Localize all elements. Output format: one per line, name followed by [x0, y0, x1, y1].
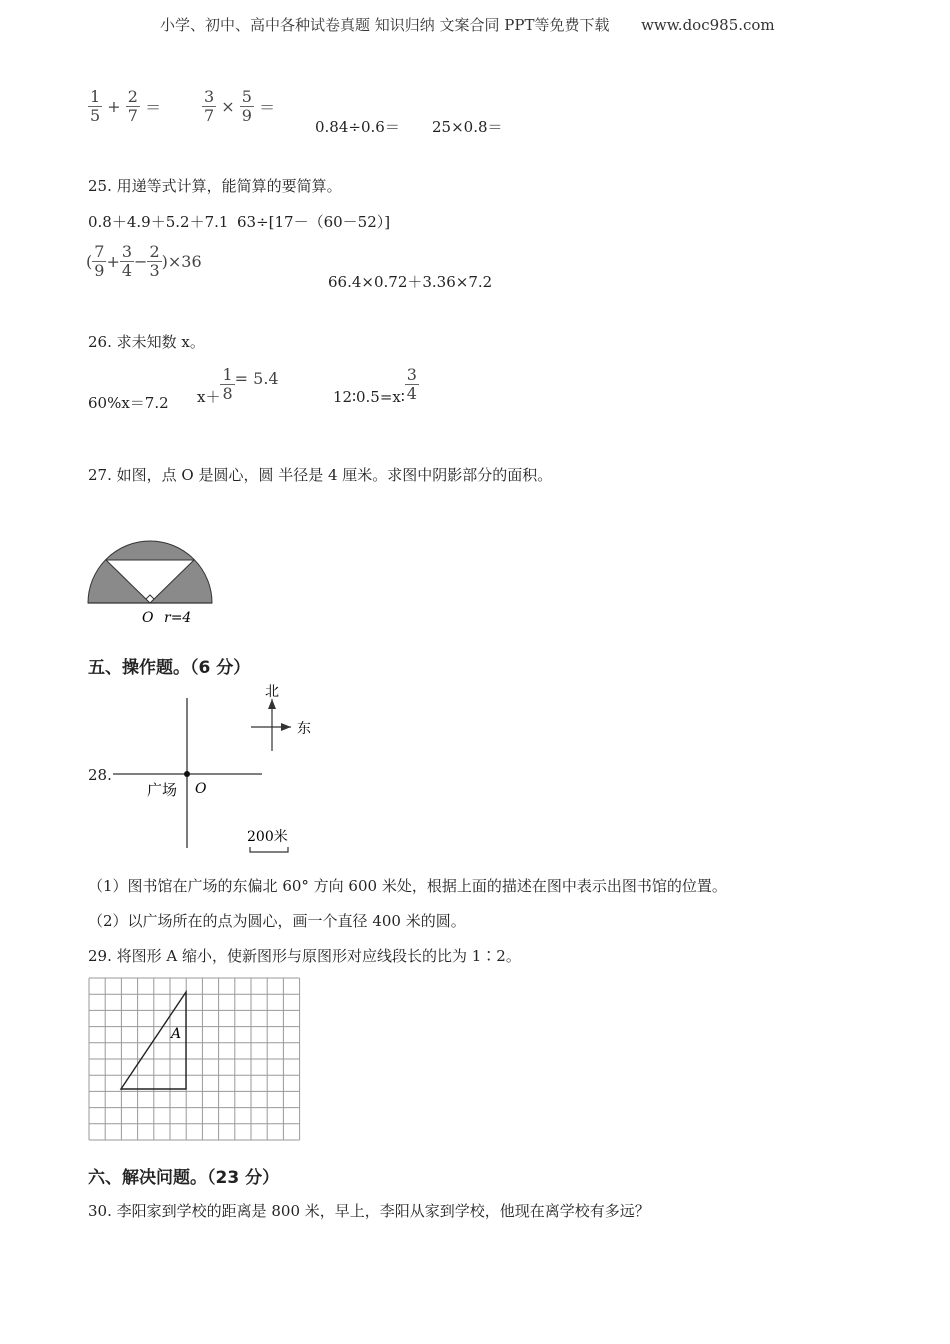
q30-title: 30. 李阳家到学校的距离是 800 米，早上，李阳从家到学校，他现在离学校有多远？ [88, 1202, 650, 1220]
q24-expr-1: $\frac{1}{5}$ + $\frac{2}{7}$ ＝ [90, 87, 162, 125]
fraction: $\frac{3}{7}$ [204, 87, 215, 125]
map-figure [105, 683, 335, 858]
fraction: $\frac{2}{3}$ [149, 242, 160, 280]
q29-title: 29. 将图形 A 缩小，使新图形与原图形对应线段长的比为 1∶2。 [88, 947, 521, 965]
radius-label: r=4 [164, 610, 192, 626]
east-arrow-icon [281, 723, 291, 731]
q26-eq-1: 60%x＝7.2 [88, 394, 169, 412]
scale-bar [250, 847, 288, 852]
north-arrow-icon [268, 699, 276, 709]
section-6-title: 六、解决问题。（23 分） [88, 1168, 280, 1188]
fraction: $\frac{2}{7}$ [127, 87, 138, 125]
scale-label: 200米 [247, 829, 288, 845]
fraction: $\frac{3}{4}$ [406, 365, 417, 403]
q25-expr-2: 63÷[17－（60－52）] [237, 213, 391, 231]
q25-expr-3: ( $\frac{7}{9}$ + $\frac{3}{4}$ − $\frac{2}{3}$ )×36 [86, 242, 202, 280]
origin-point [184, 771, 190, 777]
q25-title: 25. 用递等式计算，能简算的要简算。 [88, 177, 342, 195]
q28-number: 28. [88, 766, 112, 784]
fraction: $\frac{7}{9}$ [94, 242, 105, 280]
page-header [160, 14, 775, 35]
fraction: $\frac{1}{5}$ [90, 87, 101, 125]
semicircle-figure [80, 535, 230, 630]
q24-expr-4: 25×0.8＝ [432, 118, 503, 136]
q24-expr-2: $\frac{3}{7}$ × $\frac{5}{9}$ ＝ [204, 87, 276, 125]
center-label: O [142, 610, 154, 626]
q25-expr-1: 0.8＋4.9＋5.2＋7.1 [88, 213, 229, 231]
fraction: $\frac{3}{4}$ [121, 242, 133, 280]
header-url[interactable]: www.doc985.com [641, 16, 775, 34]
north-label: 北 [265, 684, 279, 700]
q24-expr-3: 0.84÷0.6＝ [315, 118, 400, 136]
shape-a-label: A [171, 1026, 182, 1042]
q25-expr-4: 66.4×0.72＋3.36×7.2 [328, 273, 493, 291]
section-5-title: 五、操作题。（6 分） [88, 658, 251, 678]
place-label: 广场 [147, 781, 178, 799]
q28-sub-1: （1）图书馆在广场的东偏北 60° 方向 600 米处，根据上面的描述在图中表示出图书馆的位置。 [88, 877, 727, 895]
q26-eq-2: x＋ $\frac{1}{8}$ = 5.4 [197, 365, 279, 406]
fraction: $\frac{5}{9}$ [241, 87, 252, 125]
q26-title: 26. 求未知数 x。 [88, 333, 205, 351]
fraction: $\frac{1}{8}$ [222, 365, 233, 403]
grid-figure [86, 975, 304, 1141]
origin-label: O [195, 781, 207, 797]
q27-title: 27. 如图，点 O 是圆心，圆 半径是 4 厘米。求图中阴影部分的面积。 [88, 466, 553, 484]
east-label: 东 [297, 721, 311, 737]
q28-sub-2: （2）以广场所在的点为圆心，画一个直径 400 米的圆。 [88, 912, 466, 930]
q26-eq-3: 12∶0.5=x∶ $\frac{3}{4}$ [333, 365, 417, 406]
header-text: 小学、初中、高中各种试卷真题 知识归纳 文案合同 PPT等免费下载 [160, 16, 610, 34]
